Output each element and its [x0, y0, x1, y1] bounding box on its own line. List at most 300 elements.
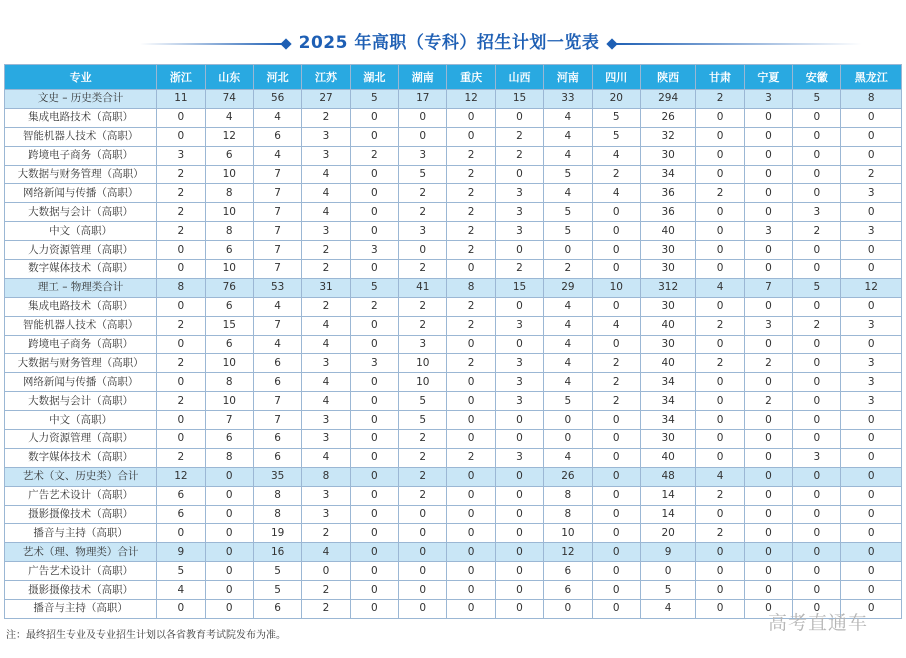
column-header-province: 江苏: [302, 65, 350, 90]
quota-cell: 0: [793, 505, 841, 524]
quota-cell: 0: [350, 600, 398, 619]
quota-cell: 0: [841, 108, 902, 127]
quota-cell: 0: [841, 581, 902, 600]
quota-cell: 0: [696, 335, 744, 354]
quota-cell: 0: [696, 373, 744, 392]
quota-cell: 5: [350, 278, 398, 297]
quota-cell: 4: [302, 392, 350, 411]
quota-cell: 0: [447, 562, 495, 581]
quota-cell: 0: [744, 600, 792, 619]
quota-cell: 76: [205, 278, 253, 297]
quota-cell: 0: [696, 222, 744, 241]
quota-cell: 0: [157, 524, 205, 543]
quota-cell: 5: [350, 90, 398, 109]
quota-cell: 0: [350, 581, 398, 600]
quota-cell: 2: [399, 297, 447, 316]
quota-cell: 3: [744, 316, 792, 335]
quota-cell: 4: [544, 297, 592, 316]
major-name-cell: 集成电路技术（高职）: [5, 297, 157, 316]
quota-cell: 0: [793, 467, 841, 486]
quota-cell: 2: [447, 354, 495, 373]
quota-cell: 0: [495, 335, 543, 354]
major-name-cell: 中文（高职）: [5, 222, 157, 241]
quota-cell: 12: [841, 278, 902, 297]
table-row: [5, 392, 902, 411]
quota-cell: 15: [205, 316, 253, 335]
quota-cell: 0: [592, 448, 640, 467]
quota-cell: 4: [157, 581, 205, 600]
quota-cell: 2: [592, 354, 640, 373]
quota-cell: 5: [399, 411, 447, 430]
quota-cell: 5: [157, 562, 205, 581]
quota-cell: 0: [350, 467, 398, 486]
quota-cell: 0: [157, 297, 205, 316]
quota-cell: 3: [302, 430, 350, 449]
quota-cell: 0: [744, 430, 792, 449]
quota-cell: 3: [495, 203, 543, 222]
title-divider-right: [612, 43, 862, 45]
quota-cell: 6: [205, 430, 253, 449]
quota-cell: 0: [205, 486, 253, 505]
quota-cell: 0: [350, 411, 398, 430]
major-name-cell: 摄影摄像技术（高职）: [5, 581, 157, 600]
quota-cell: 4: [592, 316, 640, 335]
quota-cell: 2: [447, 165, 495, 184]
quota-cell: 6: [253, 354, 301, 373]
quota-cell: 0: [793, 524, 841, 543]
quota-cell: 4: [544, 146, 592, 165]
quota-cell: 0: [696, 108, 744, 127]
column-header-major: 专业: [5, 65, 157, 90]
quota-cell: 34: [640, 392, 695, 411]
quota-cell: 2: [447, 146, 495, 165]
major-name-cell: 大数据与财务管理（高职）: [5, 354, 157, 373]
quota-cell: 3: [495, 222, 543, 241]
table-row: [5, 354, 902, 373]
quota-cell: 0: [841, 430, 902, 449]
column-header-province: 河北: [253, 65, 301, 90]
column-header-province: 湖北: [350, 65, 398, 90]
quota-cell: 4: [302, 543, 350, 562]
quota-cell: 0: [793, 335, 841, 354]
quota-cell: 30: [640, 146, 695, 165]
quota-cell: 14: [640, 486, 695, 505]
quota-cell: 2: [696, 486, 744, 505]
quota-cell: 2: [302, 260, 350, 279]
quota-cell: 0: [744, 562, 792, 581]
quota-cell: 4: [302, 165, 350, 184]
quota-cell: 0: [744, 146, 792, 165]
quota-cell: 6: [253, 127, 301, 146]
quota-cell: 2: [696, 524, 744, 543]
quota-cell: 3: [841, 222, 902, 241]
major-name-cell: 网络新闻与传播（高职）: [5, 373, 157, 392]
quota-cell: 0: [592, 524, 640, 543]
major-name-cell: 数字媒体技术（高职）: [5, 260, 157, 279]
quota-cell: 0: [350, 108, 398, 127]
major-name-cell: 艺术（文、历史类）合计: [5, 467, 157, 486]
major-name-cell: 文史 – 历史类合计: [5, 90, 157, 109]
quota-cell: 4: [302, 316, 350, 335]
quota-cell: 0: [495, 165, 543, 184]
quota-cell: 4: [544, 335, 592, 354]
table-row: [5, 600, 902, 619]
quota-cell: 0: [696, 600, 744, 619]
quota-cell: 0: [495, 411, 543, 430]
major-name-cell: 集成电路技术（高职）: [5, 108, 157, 127]
quota-cell: 0: [447, 486, 495, 505]
quota-cell: 3: [157, 146, 205, 165]
quota-cell: 9: [157, 543, 205, 562]
quota-cell: 2: [157, 354, 205, 373]
quota-cell: 2: [350, 297, 398, 316]
quota-cell: 0: [841, 297, 902, 316]
quota-cell: 3: [841, 373, 902, 392]
quota-cell: 5: [592, 127, 640, 146]
quota-cell: 0: [841, 543, 902, 562]
quota-cell: 3: [495, 184, 543, 203]
watermark: 高考直通车: [768, 612, 869, 634]
quota-cell: 2: [592, 373, 640, 392]
quota-cell: 30: [640, 297, 695, 316]
quota-cell: 6: [205, 146, 253, 165]
quota-cell: 0: [696, 411, 744, 430]
quota-cell: 2: [302, 600, 350, 619]
quota-cell: 0: [302, 562, 350, 581]
quota-cell: 0: [157, 430, 205, 449]
table-row: [5, 505, 902, 524]
quota-cell: 2: [302, 524, 350, 543]
quota-cell: 0: [447, 260, 495, 279]
quota-cell: 7: [205, 411, 253, 430]
table-row: [5, 127, 902, 146]
quota-cell: 4: [544, 448, 592, 467]
quota-cell: 6: [253, 373, 301, 392]
quota-cell: 2: [841, 165, 902, 184]
quota-cell: 0: [793, 581, 841, 600]
quota-cell: 0: [447, 411, 495, 430]
quota-cell: 312: [640, 278, 695, 297]
quota-cell: 48: [640, 467, 695, 486]
quota-cell: 40: [640, 316, 695, 335]
quota-cell: 4: [205, 108, 253, 127]
quota-cell: 0: [592, 486, 640, 505]
quota-cell: 2: [399, 467, 447, 486]
quota-cell: 0: [544, 430, 592, 449]
quota-cell: 0: [350, 543, 398, 562]
quota-cell: 0: [157, 108, 205, 127]
quota-cell: 10: [399, 354, 447, 373]
quota-cell: 3: [841, 316, 902, 335]
quota-cell: 0: [350, 260, 398, 279]
quota-cell: 0: [744, 297, 792, 316]
major-name-cell: 广告艺术设计（高职）: [5, 486, 157, 505]
quota-cell: 0: [205, 562, 253, 581]
quota-cell: 0: [696, 146, 744, 165]
quota-cell: 2: [399, 430, 447, 449]
quota-cell: 0: [793, 562, 841, 581]
quota-cell: 53: [253, 278, 301, 297]
quota-cell: 0: [447, 581, 495, 600]
quota-cell: 32: [640, 127, 695, 146]
quota-cell: 34: [640, 373, 695, 392]
quota-cell: 4: [640, 600, 695, 619]
quota-cell: 0: [744, 108, 792, 127]
column-header-province: 湖南: [399, 65, 447, 90]
quota-cell: 30: [640, 335, 695, 354]
table-header-row: [5, 65, 902, 90]
quota-cell: 0: [350, 316, 398, 335]
quota-cell: 0: [447, 505, 495, 524]
quota-cell: 3: [350, 354, 398, 373]
quota-cell: 0: [495, 430, 543, 449]
quota-cell: 8: [447, 278, 495, 297]
quota-cell: 0: [447, 524, 495, 543]
quota-cell: 15: [495, 90, 543, 109]
quota-cell: 0: [157, 600, 205, 619]
quota-cell: 2: [447, 241, 495, 260]
quota-cell: 0: [205, 524, 253, 543]
quota-cell: 56: [253, 90, 301, 109]
quota-cell: 33: [544, 90, 592, 109]
major-name-cell: 数字媒体技术（高职）: [5, 448, 157, 467]
quota-cell: 5: [253, 562, 301, 581]
quota-cell: 4: [253, 146, 301, 165]
quota-cell: 0: [592, 203, 640, 222]
quota-cell: 5: [592, 108, 640, 127]
quota-cell: 36: [640, 184, 695, 203]
table-row: [5, 486, 902, 505]
quota-cell: 0: [592, 297, 640, 316]
quota-cell: 4: [253, 297, 301, 316]
quota-cell: 2: [744, 354, 792, 373]
quota-cell: 0: [350, 448, 398, 467]
quota-cell: 0: [592, 467, 640, 486]
quota-cell: 2: [447, 297, 495, 316]
column-header-province: 河南: [544, 65, 592, 90]
quota-cell: 7: [253, 203, 301, 222]
quota-cell: 7: [253, 222, 301, 241]
quota-cell: 2: [447, 316, 495, 335]
quota-cell: 3: [495, 448, 543, 467]
quota-cell: 2: [696, 316, 744, 335]
table-row: [5, 260, 902, 279]
quota-cell: 0: [744, 524, 792, 543]
major-name-cell: 人力资源管理（高职）: [5, 430, 157, 449]
quota-cell: 12: [447, 90, 495, 109]
table-row: [5, 562, 902, 581]
quota-cell: 6: [544, 581, 592, 600]
quota-cell: 6: [205, 297, 253, 316]
quota-cell: 0: [696, 127, 744, 146]
quota-cell: 3: [302, 146, 350, 165]
quota-cell: 0: [350, 165, 398, 184]
quota-cell: 0: [350, 203, 398, 222]
quota-cell: 0: [744, 241, 792, 260]
quota-cell: 0: [592, 335, 640, 354]
quota-cell: 3: [744, 222, 792, 241]
quota-cell: 0: [495, 543, 543, 562]
table-row: [5, 411, 902, 430]
column-header-province: 甘肃: [696, 65, 744, 90]
table-body: [5, 90, 902, 619]
quota-cell: 4: [253, 108, 301, 127]
quota-cell: 0: [157, 335, 205, 354]
quota-cell: 0: [793, 241, 841, 260]
table-row: [5, 241, 902, 260]
quota-cell: 0: [744, 373, 792, 392]
quota-cell: 7: [253, 241, 301, 260]
table-row: [5, 335, 902, 354]
title-divider-left: [140, 43, 286, 45]
major-name-cell: 摄影摄像技术（高职）: [5, 505, 157, 524]
quota-cell: 40: [640, 354, 695, 373]
quota-cell: 0: [205, 543, 253, 562]
quota-cell: 0: [793, 127, 841, 146]
quota-cell: 4: [544, 127, 592, 146]
quota-cell: 9: [640, 543, 695, 562]
quota-cell: 3: [793, 448, 841, 467]
quota-cell: 0: [350, 505, 398, 524]
quota-cell: 41: [399, 278, 447, 297]
quota-cell: 0: [592, 241, 640, 260]
quota-cell: 0: [793, 165, 841, 184]
quota-cell: 10: [205, 203, 253, 222]
quota-cell: 4: [302, 203, 350, 222]
quota-cell: 5: [253, 581, 301, 600]
table-row: [5, 108, 902, 127]
quota-cell: 0: [744, 486, 792, 505]
quota-cell: 7: [253, 184, 301, 203]
quota-cell: 0: [744, 127, 792, 146]
quota-cell: 0: [350, 222, 398, 241]
quota-cell: 27: [302, 90, 350, 109]
quota-cell: 0: [495, 486, 543, 505]
quota-cell: 6: [205, 335, 253, 354]
quota-cell: 10: [205, 260, 253, 279]
quota-cell: 5: [544, 222, 592, 241]
quota-cell: 0: [793, 260, 841, 279]
quota-cell: 6: [157, 505, 205, 524]
quota-cell: 36: [640, 203, 695, 222]
quota-cell: 3: [744, 90, 792, 109]
quota-cell: 0: [696, 562, 744, 581]
quota-cell: 4: [302, 335, 350, 354]
quota-cell: 0: [793, 411, 841, 430]
quota-cell: 0: [205, 600, 253, 619]
quota-cell: 2: [592, 165, 640, 184]
quota-cell: 6: [253, 430, 301, 449]
quota-cell: 0: [544, 411, 592, 430]
quota-cell: 0: [495, 562, 543, 581]
quota-cell: 2: [447, 222, 495, 241]
quota-cell: 74: [205, 90, 253, 109]
quota-cell: 5: [640, 581, 695, 600]
quota-cell: 7: [253, 316, 301, 335]
quota-cell: 6: [253, 600, 301, 619]
quota-cell: 2: [399, 448, 447, 467]
quota-cell: 0: [350, 486, 398, 505]
table-row: [5, 184, 902, 203]
quota-cell: 0: [399, 127, 447, 146]
quota-cell: 0: [744, 543, 792, 562]
quota-cell: 0: [841, 411, 902, 430]
quota-cell: 0: [592, 411, 640, 430]
quota-cell: 0: [447, 600, 495, 619]
quota-cell: 0: [744, 184, 792, 203]
quota-cell: 0: [793, 146, 841, 165]
quota-cell: 0: [793, 373, 841, 392]
quota-cell: 20: [592, 90, 640, 109]
enrollment-plan-table: [4, 64, 902, 619]
quota-cell: 7: [253, 165, 301, 184]
quota-cell: 0: [793, 108, 841, 127]
quota-cell: 3: [793, 203, 841, 222]
quota-cell: 0: [157, 373, 205, 392]
quota-cell: 0: [350, 127, 398, 146]
quota-cell: 2: [399, 486, 447, 505]
quota-cell: 0: [696, 448, 744, 467]
quota-cell: 7: [253, 260, 301, 279]
quota-cell: 0: [495, 524, 543, 543]
quota-cell: 0: [350, 335, 398, 354]
quota-cell: 0: [793, 600, 841, 619]
quota-cell: 2: [592, 392, 640, 411]
quota-cell: 5: [793, 278, 841, 297]
quota-cell: 10: [592, 278, 640, 297]
quota-cell: 0: [447, 108, 495, 127]
quota-cell: 0: [841, 448, 902, 467]
quota-cell: 3: [495, 373, 543, 392]
quota-cell: 11: [157, 90, 205, 109]
quota-cell: 2: [157, 203, 205, 222]
quota-cell: 8: [544, 486, 592, 505]
quota-cell: 8: [205, 184, 253, 203]
quota-cell: 0: [447, 335, 495, 354]
quota-cell: 0: [495, 297, 543, 316]
quota-cell: 3: [302, 222, 350, 241]
quota-cell: 10: [399, 373, 447, 392]
quota-cell: 0: [696, 241, 744, 260]
quota-cell: 10: [205, 165, 253, 184]
quota-cell: 7: [744, 278, 792, 297]
major-name-cell: 智能机器人技术（高职）: [5, 127, 157, 146]
quota-cell: 0: [447, 373, 495, 392]
quota-cell: 0: [350, 392, 398, 411]
major-name-cell: 播音与主持（高职）: [5, 600, 157, 619]
quota-cell: 40: [640, 222, 695, 241]
quota-cell: 12: [205, 127, 253, 146]
table-row: [5, 316, 902, 335]
quota-cell: 0: [399, 108, 447, 127]
quota-cell: 26: [544, 467, 592, 486]
quota-cell: 3: [399, 222, 447, 241]
quota-cell: 2: [157, 184, 205, 203]
quota-cell: 294: [640, 90, 695, 109]
quota-cell: 0: [841, 260, 902, 279]
quota-cell: 0: [696, 392, 744, 411]
quota-cell: 2: [399, 316, 447, 335]
quota-cell: 2: [157, 316, 205, 335]
quota-cell: 4: [544, 184, 592, 203]
major-name-cell: 人力资源管理（高职）: [5, 241, 157, 260]
column-header-province: 浙江: [157, 65, 205, 90]
quota-cell: 0: [841, 486, 902, 505]
quota-cell: 4: [592, 146, 640, 165]
quota-cell: 7: [253, 392, 301, 411]
column-header-province: 黑龙江: [841, 65, 902, 90]
quota-cell: 4: [302, 184, 350, 203]
